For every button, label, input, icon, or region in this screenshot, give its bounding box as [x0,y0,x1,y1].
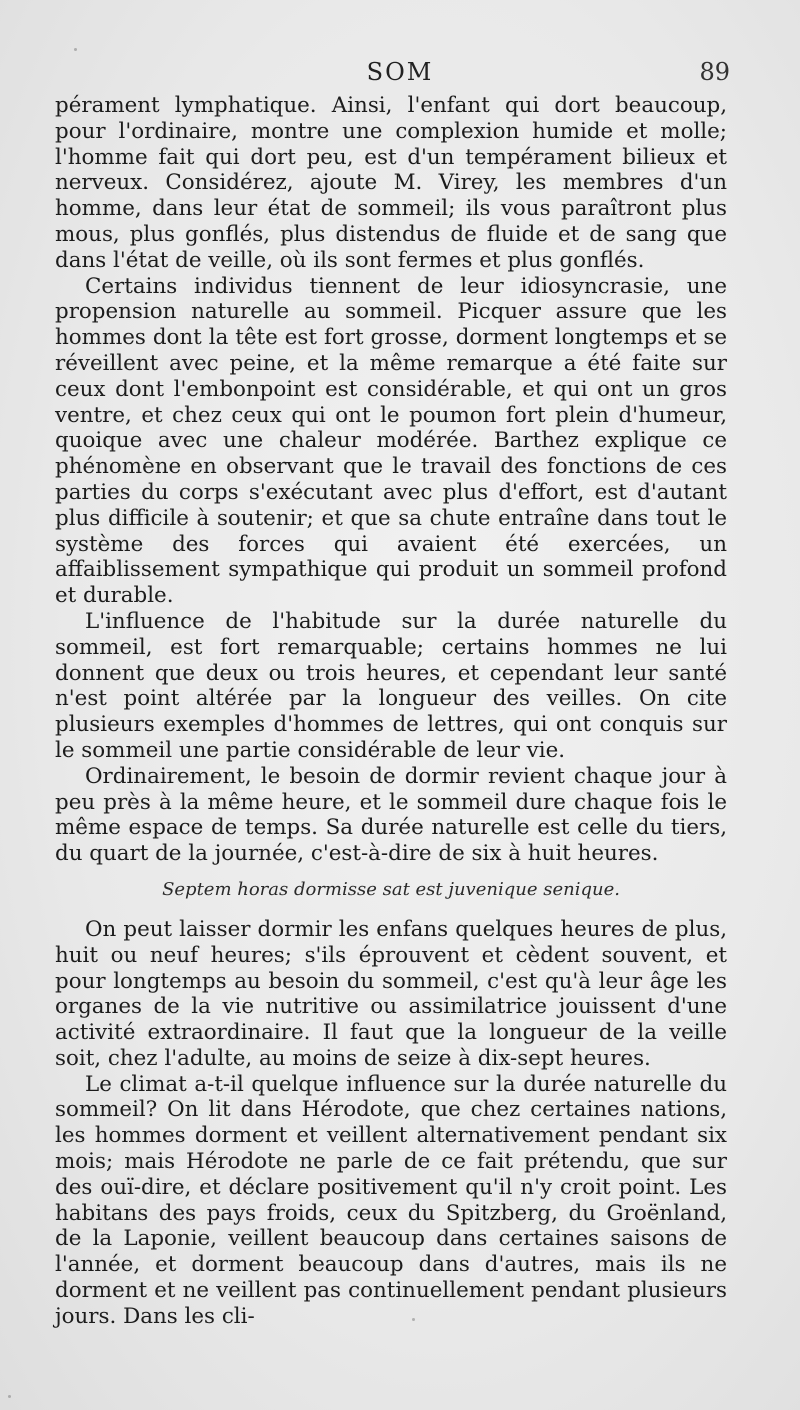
paragraph-6: Le climat a-t-il quelque influence sur la durée naturelle du sommeil? On lit dans Hérodote, que chez certaines nations, les hommes dorment et veillent alternativement pendant six mois; mais Hérodote ne parle de ce fait prétendu, que sur des ouï-dire, et déclare positivement qu'il n'y croit point. Les habitans des pays froids, ceux du Spitzberg, du Groënland, de la Laponie, veillent beaucoup dans certaines saisons de l'année, et dorment beaucoup dans d'autres, mais ils ne dorment et ne veillent pas continuellement pendant plusieurs jours. Dans les cli- [55,1071,727,1329]
paragraph-4: Ordinairement, le besoin de dormir revient chaque jour à peu près à la même heure, et le sommeil dure chaque fois le même espace de temps. Sa durée naturelle est celle du tiers, du quart de la journée, c'est-à-dire de six à huit heures. [55,763,727,867]
ink-speck [8,1395,11,1398]
body-text [55,93,727,1330]
ink-speck [412,1318,415,1321]
paragraph-5: On peut laisser dormir les enfans quelques heures de plus, huit ou neuf heures; s'ils éprouvent et cèdent souvent, et pour longtemps au besoin du sommeil, c'est qu'à leur âge les organes de la vie nutritive ou assimilatrice jouissent d'une activité extraordinaire. Il faut que la longueur de la veille soit, chez l'adulte, au moins de seize à dix-sept heures. [55,916,727,1071]
paragraph-1: pérament lymphatique. Ainsi, l'enfant qui dort beaucoup, pour l'ordinaire, montre une complexion humide et molle; l'homme fait qui dort peu, est d'un tempérament bilieux et nerveux. Considérez, ajoute M. Virey, les membres d'un homme, dans leur état de sommeil; ils vous paraîtront plus mous, plus gonflés, plus distendus de fluide et de sang que dans l'état de veille, où ils sont fermes et plus gonflés. [55,93,727,273]
ink-speck [74,48,77,51]
page-header [0,58,800,94]
paragraph-2: Certains individus tiennent de leur idiosyncrasie, une propension naturelle au sommeil. Picquer assure que les hommes dont la tête est fort grosse, dorment longtemps et se réveillent avec peine, et la même remarque a été faite sur ceux dont l'embonpoint est considérable, et qui ont un gros ventre, et chez ceux qui ont le poumon fort plein d'humeur, quoique avec une chaleur modérée. Barthez explique ce phénomène en observant que le travail des fonctions de ces parties du corps s'exécutant avec plus d'effort, est d'autant plus difficile à soutenir; et que sa chute entraîne dans tout le système des forces qui avaient été exercées, un affaiblissement sympathique qui produit un sommeil profond et durable. [55,273,727,609]
paragraph-3: L'influence de l'habitude sur la durée naturelle du sommeil, est fort remarquable; certains hommes ne lui donnent que deux ou trois heures, et cependant leur santé n'est point altérée par la longueur des veilles. On cite plusieurs exemples d'hommes de lettres, qui ont conquis sur le sommeil une partie considérable de leur vie. [55,608,727,763]
page-number: 89 [699,58,730,86]
latin-quote: Septem horas dormisse sat est juvenique senique. [162,878,620,900]
running-head: SOM [366,58,434,86]
